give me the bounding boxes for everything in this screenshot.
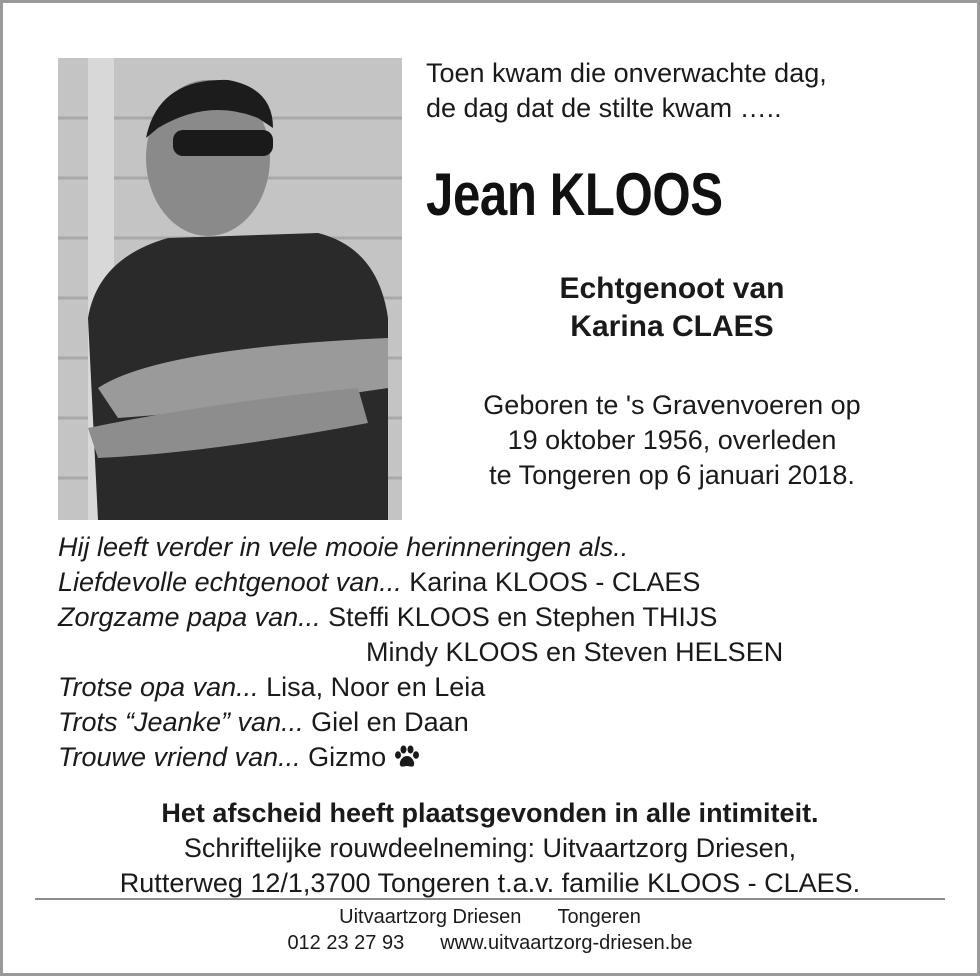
role: Zorgzame papa van...: [58, 602, 321, 632]
intro-line: de dag dat de stilte kwam …..: [426, 93, 782, 123]
funeral-home-footer: [0, 904, 980, 956]
names: Gizmo: [308, 742, 387, 772]
list-item: [58, 565, 783, 600]
divider: [35, 898, 945, 900]
list-item: [58, 600, 783, 635]
spouse-label: Echtgenoot van: [559, 272, 785, 305]
spouse-name: Karina CLAES: [570, 310, 774, 343]
intro-verse: [426, 56, 827, 126]
birth-death-info: [412, 388, 932, 493]
names: Mindy KLOOS en Steven HELSEN: [366, 637, 784, 667]
role: Liefdevolle echtgenoot van...: [58, 567, 402, 597]
info-line: te Tongeren op 6 januari 2018.: [489, 460, 855, 490]
address-line: Schriftelijke rouwdeelneming: Uitvaartzorg Driesen,: [183, 833, 797, 863]
info-line: 19 oktober 1956, overleden: [507, 425, 837, 455]
names: Lisa, Noor en Leia: [266, 672, 486, 702]
intro-line: Toen kwam die onverwachte dag,: [426, 58, 827, 88]
farewell-statement: Het afscheid heeft plaatsgevonden in alle intimiteit.: [161, 798, 819, 828]
names: Karina KLOOS - CLAES: [409, 567, 701, 597]
list-item: [58, 740, 783, 775]
list-item: [58, 705, 783, 740]
website-link[interactable]: www.uitvaartzorg-driesen.be: [440, 932, 693, 954]
spouse-block: [412, 270, 932, 346]
phone-number: 012 23 27 93: [287, 932, 405, 954]
info-line: Geboren te 's Gravenvoeren op: [483, 390, 861, 420]
role: Trotse opa van...: [58, 672, 259, 702]
role: Trouwe vriend van...: [58, 742, 301, 772]
address-line: Rutterweg 12/1,3700 Tongeren t.a.v. familie KLOOS - CLAES.: [119, 868, 861, 898]
memories-intro: Hij leeft verder in vele mooie herinneringen als..: [58, 532, 629, 562]
names: Giel en Daan: [311, 707, 469, 737]
role: Trots “Jeanke” van...: [58, 707, 304, 737]
list-item: [58, 635, 783, 670]
paw-icon: [394, 743, 420, 778]
deceased-name: Jean KLOOS: [426, 161, 723, 228]
names: Steffi KLOOS en Stephen THIJS: [328, 602, 718, 632]
memories-list: [58, 530, 783, 775]
portrait-photo: [58, 58, 402, 520]
funeral-home-city: Tongeren: [557, 906, 641, 928]
condolence-address: [0, 831, 980, 901]
funeral-home-name: Uitvaartzorg Driesen: [339, 906, 522, 928]
list-item: [58, 670, 783, 705]
